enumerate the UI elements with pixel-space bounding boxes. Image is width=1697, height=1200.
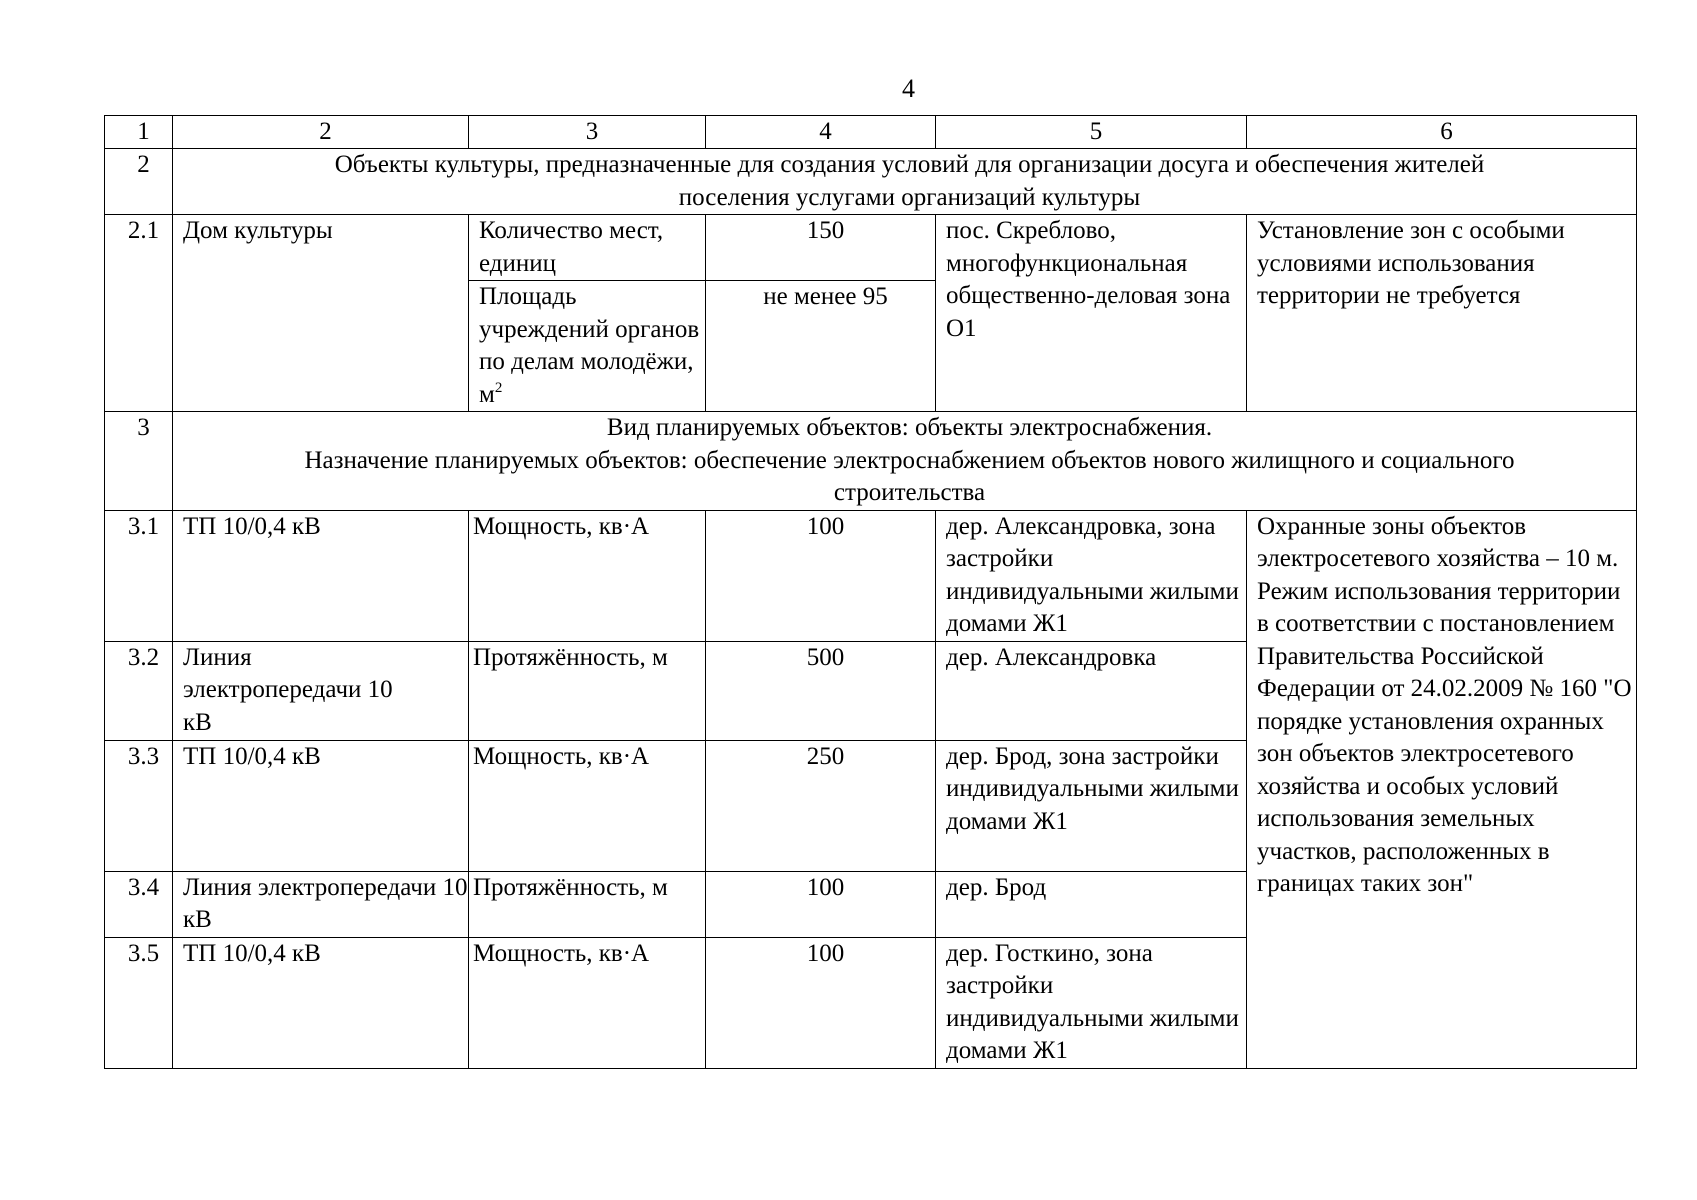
section-number: 3 (105, 412, 173, 511)
section-title-line: Объекты культуры, предназначенные для создания условий для организации досуга и обеспечения жителей (334, 151, 1485, 178)
unit-exponent: 2 (494, 379, 503, 396)
row-number: 2.1 (105, 215, 173, 412)
parameter-name (469, 281, 706, 412)
page-number: 4 (902, 74, 915, 103)
object-location: дер. Александровка (936, 641, 1247, 740)
row-number: 3.2 (105, 641, 173, 740)
column-number: 5 (936, 116, 1247, 149)
row-number: 3.1 (105, 510, 173, 641)
object-name: Дом культуры (173, 215, 469, 412)
object-location: дер. Госткино, зона застройки индивидуальными жилыми домами Ж1 (936, 937, 1247, 1068)
parameter-value: 100 (706, 937, 936, 1068)
parameter-name: Мощность, кв·А (469, 937, 706, 1068)
parameter-name: Протяжённость, м (469, 641, 706, 740)
section-number: 2 (105, 149, 173, 215)
column-number: 6 (1247, 116, 1637, 149)
object-name: ТП 10/0,4 кВ (173, 937, 469, 1068)
object-name: Линия электропередачи 10 кВ (173, 641, 469, 740)
parameter-name: Мощность, кв·А (469, 510, 706, 641)
parameter-value: 150 (706, 215, 936, 281)
planned-objects-table (104, 115, 1637, 1069)
table-row (105, 510, 1637, 641)
column-number-row (105, 116, 1637, 149)
section-title-line: Вид планируемых объектов: объекты электроснабжения. (606, 414, 1213, 441)
section-row (105, 149, 1637, 215)
column-number: 2 (173, 116, 469, 149)
section-title-line: поселения услугами организаций культуры (678, 183, 1141, 211)
parameter-name-text: Площадь учреждений органов по делам молодёжи, м (479, 283, 700, 408)
special-zones: Установление зон с особыми условиями использования территории не требуется (1247, 215, 1637, 412)
column-number: 1 (105, 116, 173, 149)
table-row (105, 215, 1637, 281)
column-number: 4 (706, 116, 936, 149)
object-name: ТП 10/0,4 кВ (173, 740, 469, 871)
parameter-name: Протяжённость, м (469, 871, 706, 937)
parameter-value: 100 (706, 510, 936, 641)
section-row (105, 412, 1637, 511)
object-location: дер. Александровка, зона застройки индивидуальными жилыми домами Ж1 (936, 510, 1247, 641)
section-title (173, 412, 1637, 511)
parameter-name: Мощность, кв·А (469, 740, 706, 871)
object-location: дер. Брод (936, 871, 1247, 937)
parameter-value: 250 (706, 740, 936, 871)
parameter-value: 500 (706, 641, 936, 740)
row-number: 3.4 (105, 871, 173, 937)
column-number: 3 (469, 116, 706, 149)
parameter-name: Количество мест, единиц (469, 215, 706, 281)
section-title-line: строительства (833, 479, 986, 506)
special-zones: Охранные зоны объектов электросетевого хозяйства – 10 м. Режим использования территории в соответствии с постановлением Правительства Российской Федерации от 24.02.2009 № 160 "О порядке установления охранных зон объектов электросетевого хозяйства и особых условий использования земельных участков, расположенных в границах таких зон" (1247, 510, 1637, 1068)
parameter-value: 100 (706, 871, 936, 937)
parameter-value: не менее 95 (706, 281, 936, 412)
section-title-line: Назначение планируемых объектов: обеспечение электроснабжением объектов нового жилищного и социального (304, 446, 1515, 474)
object-name: ТП 10/0,4 кВ (173, 510, 469, 641)
object-name: Линия электропередачи 10 кВ (173, 871, 469, 937)
row-number: 3.5 (105, 937, 173, 1068)
object-location: пос. Скреблово, многофункциональная общественно-деловая зона О1 (936, 215, 1247, 412)
object-location: дер. Брод, зона застройки индивидуальными жилыми домами Ж1 (936, 740, 1247, 871)
row-number: 3.3 (105, 740, 173, 871)
section-title (173, 149, 1637, 215)
